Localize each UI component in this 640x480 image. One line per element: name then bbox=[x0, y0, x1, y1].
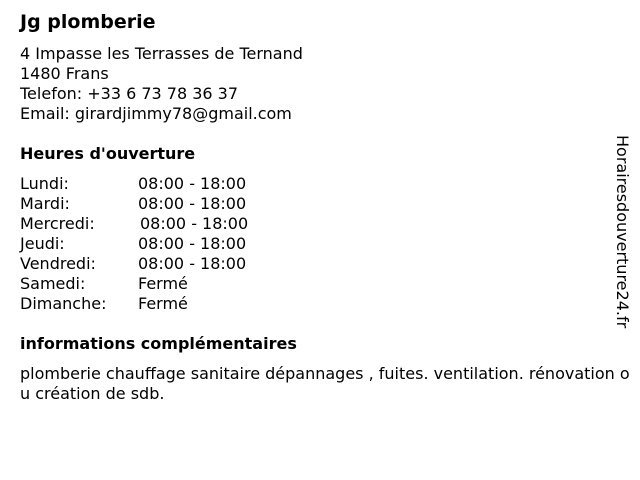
day-hours: 08:00 - 18:00 bbox=[138, 254, 247, 273]
day-label: Jeudi: bbox=[20, 234, 65, 253]
business-name: Jg plomberie bbox=[20, 11, 156, 33]
day-hours: Fermé bbox=[138, 294, 188, 313]
day-hours: 08:00 - 18:00 bbox=[138, 234, 247, 253]
day-hours: Fermé bbox=[138, 274, 188, 293]
watermark-text: Horairesdouverture24.fr bbox=[613, 135, 632, 329]
day-label: Samedi: bbox=[20, 274, 86, 293]
day-label: Vendredi: bbox=[20, 254, 96, 273]
additional-info-text: plomberie chauffage sanitaire dépannages , fuites. ventilation. rénovation ou création de sdb. bbox=[20, 364, 630, 403]
day-hours: 08:00 - 18:00 bbox=[138, 174, 247, 193]
day-label: Lundi: bbox=[20, 174, 69, 193]
day-label: Dimanche: bbox=[20, 294, 107, 313]
day-hours: 08:00 - 18:00 bbox=[138, 194, 247, 213]
site-watermark bbox=[612, 135, 632, 345]
email-address: Email: girardjimmy78@gmail.com bbox=[20, 104, 292, 123]
contact-block bbox=[20, 44, 303, 124]
day-label: Mardi: bbox=[20, 194, 70, 213]
opening-hours-heading: Heures d'ouverture bbox=[20, 144, 196, 163]
address-city: 1480 Frans bbox=[20, 64, 109, 83]
day-label: Mercredi: bbox=[20, 214, 95, 233]
address-street: 4 Impasse les Terrasses de Ternand bbox=[20, 44, 303, 63]
additional-info-heading: informations complémentaires bbox=[20, 334, 297, 353]
day-hours: 08:00 - 18:00 bbox=[140, 214, 249, 233]
phone-number: Telefon: +33 6 73 78 36 37 bbox=[20, 84, 239, 103]
